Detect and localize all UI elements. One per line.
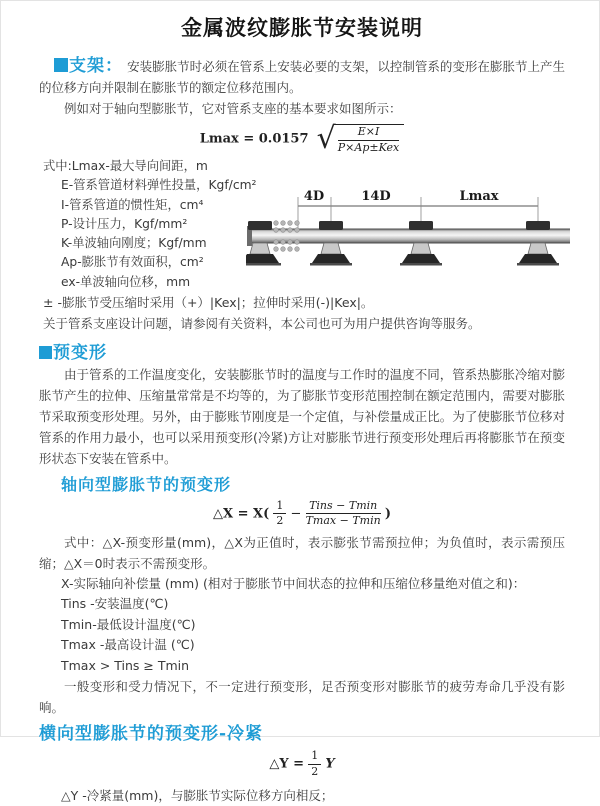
definition-line: ex-单波轴向位移，mm	[61, 274, 191, 289]
formula2-half-num: 1	[273, 500, 286, 515]
lateral-cold-pull-formula	[39, 750, 565, 778]
support-intro-text: 安装膨胀节时必须在管系上安装必要的支架，以控制管系的变形在膨胀节上产生的位移方向并限制在膨胀节的额定位移范围内。	[39, 59, 565, 95]
page	[1, 1, 599, 806]
consulting-note: 关于管系支座设计问题，请参阅有关资料，本公司也可为用户提供咨询等服务。	[43, 315, 481, 331]
sqrt-radical	[316, 121, 405, 157]
plus-minus-note: ± -膨胀节受压缩时采用（+）|Kex|；拉伸时采用(-)|Kex|。	[43, 294, 374, 310]
formula2-minus: −	[290, 506, 302, 522]
axial-formula-explain: 式中：△X-预变形量(mm)，△X为正值时，表示膨张节需预拉伸；为负值时，表示需预压缩；△X＝0时表示不需预变形。	[39, 534, 565, 571]
definition-line: K-单波轴向刚度；Kgf/mm	[61, 236, 207, 251]
section-bullet-icon	[39, 346, 52, 359]
formula2-denominator: Tmax − Tmin	[305, 514, 381, 528]
formula3-num: 1	[308, 750, 321, 765]
definition-line: E-管系管道材料弹性投量，Kgf/cm²	[61, 178, 257, 193]
lateral-definition-line: △Y -冷紧量(mm)，与膨胀节实际位移方向相反；	[61, 788, 334, 804]
axial-definition-line: Tmin-最低设计温度(℃)	[61, 616, 196, 632]
definition-line: Ap-膨胀节有效面积，cm²	[61, 255, 204, 270]
formula3-rhs: Y	[325, 756, 335, 772]
page-title: 金属波纹膨胀节安装说明	[181, 16, 423, 40]
formula2-rhs: )	[384, 506, 391, 522]
axial-predeform-formula	[39, 500, 565, 528]
definition-line: I-管系管道的惯性矩，cm⁴	[61, 197, 204, 212]
formula3-lhs: △Y =	[269, 756, 305, 772]
section-bullet-icon	[54, 58, 68, 72]
axial-definition-line: Tins -安装温度(℃)	[61, 596, 169, 612]
pipe-support-diagram	[246, 184, 598, 280]
axial-definition-line: Tmax > Tins ≥ Tmin	[61, 657, 190, 673]
axial-definition-line: Tmax -最高设计温 (℃)	[61, 637, 195, 653]
dimension-label-14d: 14D	[361, 189, 391, 205]
formula2-half-den: 2	[276, 514, 284, 528]
dimension-label-lmax: Lmax	[459, 189, 499, 205]
support-example-line: 例如对于轴向型膨胀节，它对管系支座的基本要求如图所示：	[64, 101, 402, 116]
axial-note: 一般变形和受力情况下，不一定进行预变形，足否预变形对膨胀节的疲劳寿命几乎没有影响。	[39, 679, 565, 716]
lateral-predeform-heading: 横向型膨胀节的预变形-冷紧	[39, 724, 264, 745]
formula2-lhs: △X = X(	[213, 506, 270, 522]
support-section-label: 支架：	[69, 56, 124, 76]
guide-spacing-formula	[39, 121, 565, 157]
dimension-label-4d: 4D	[303, 189, 325, 205]
support-section-intro	[39, 56, 565, 98]
predeform-body: 由于管系的工作温度变化，安装膨胀节时的温度与工作时的温度不同，管系热膨胀冷缩对膨胀节产生的拉伸、压缩量常常是不均等的，为了膨胀节变形范围控制在额定范围内，需要对膨胀节采取预变形处理。另外，由于膨账节刚度是一个定值，与补偿量成正比。为了使膨胀节位移对管系的作用力最小，也可以采用预变形(冷紧)方让对膨胀节进行预变形处理后再将膨胀节在预变形状态下安装在管系中。	[39, 366, 565, 466]
radical-sign-icon: √	[316, 121, 336, 157]
predeform-section-heading	[39, 343, 565, 364]
definition-line: 式中:Lmax-最大导向间距，m	[43, 159, 208, 174]
axial-predeform-heading: 轴向型膨胀节的预变形	[61, 474, 232, 494]
formula2-numerator: Tins − Tmin	[306, 500, 381, 515]
definitions-and-diagram	[39, 157, 565, 291]
formula1-numerator: E×I	[338, 126, 399, 141]
formula1-lhs: Lmax = 0.0157	[199, 131, 309, 147]
axial-definition-line: X-实际轴向补偿量 (mm) (相对于膨胀节中间状态的拉伸和压缩位移量绝对值之和)：	[61, 575, 526, 591]
formula1-denominator: P×Ap±Kex	[337, 140, 400, 154]
formula3-den: 2	[311, 764, 319, 778]
predeform-section-label: 预变形	[53, 342, 107, 363]
definition-line: P-设计压力，Kgf/mm²	[61, 216, 188, 231]
